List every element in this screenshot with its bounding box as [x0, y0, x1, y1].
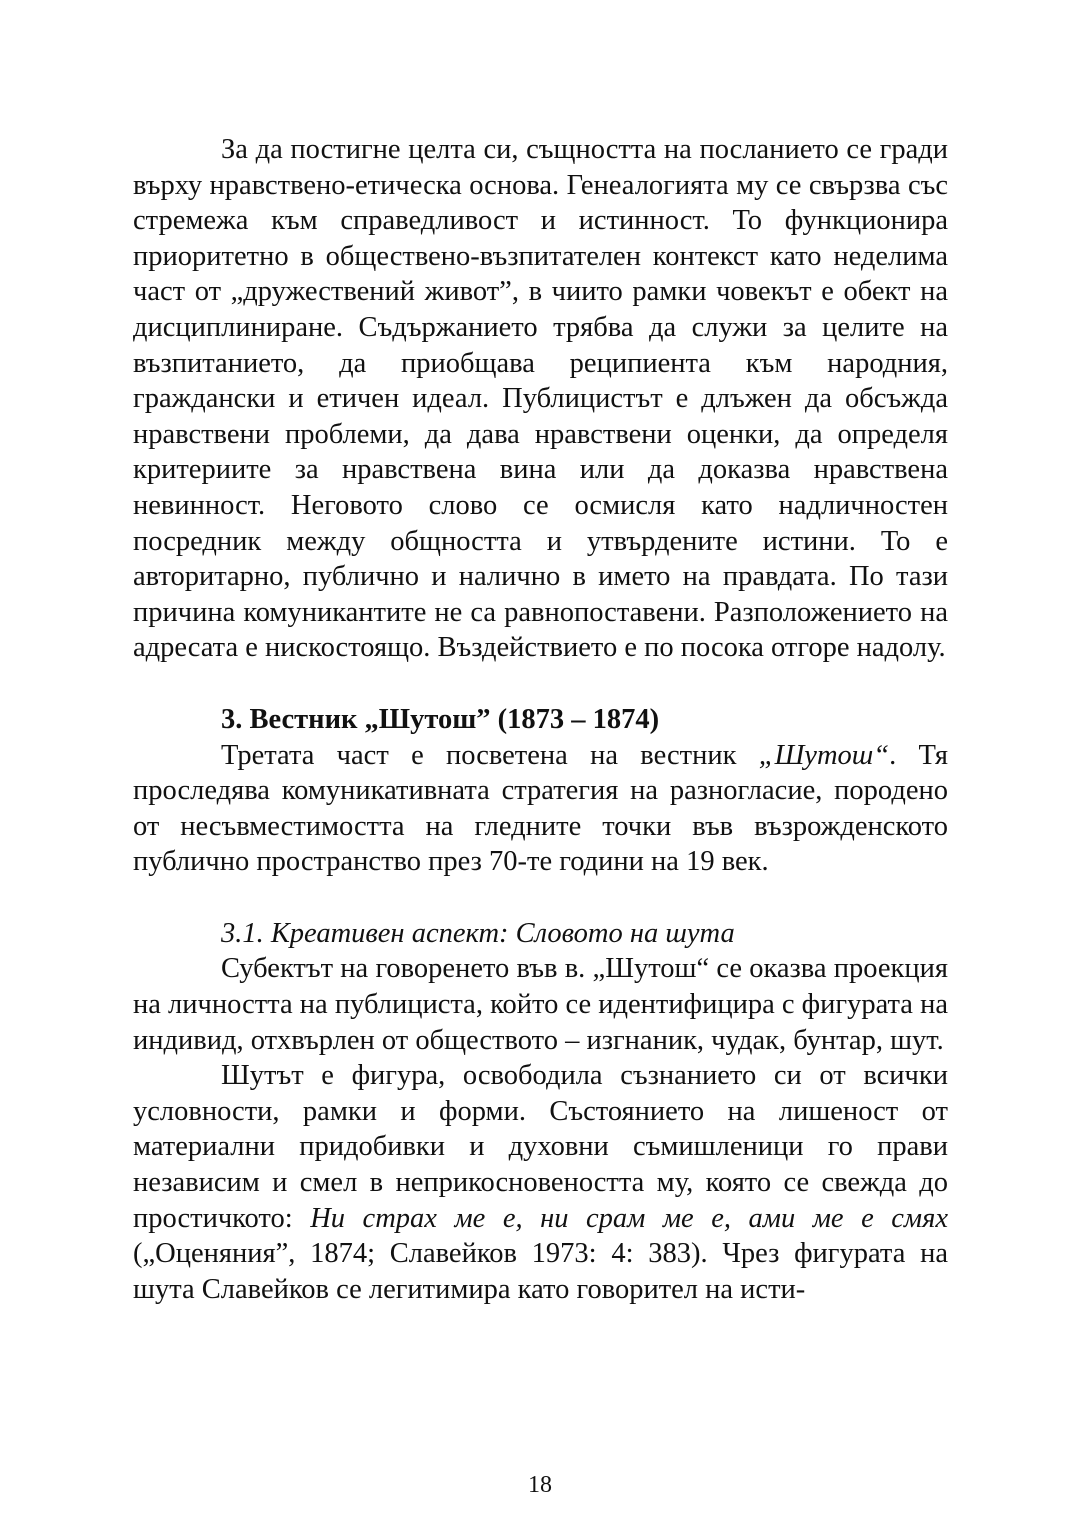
paragraph-text: . Тя проследява комуникативната стратегия на разногласие, породено от несъвместимостта на гледните точки във възрожденското публично пространство през 70-те години на 19 век. [133, 739, 948, 878]
page-body [133, 132, 948, 1307]
section-heading: 3. Вестник „Шутош” (1873 – 1874) [221, 703, 660, 735]
paragraph [133, 738, 948, 880]
page-number: 18 [528, 1472, 552, 1498]
paragraph-text: („Оценяния”, 1874; Славейков 1973: 4: 383). Чрез фигурата на шута Славейков се легитимира като говорител на исти- [133, 1238, 948, 1305]
paragraph: За да постигне целта си, същността на посланието се гради върху нравствено-етическа основа. Генеалогията му се свързва със стремежа към справедливост и истинност. То функционира приоритетно в обществено-възпитателен контекст като неделима част от „дружествений живот”, в чиито рамки човекът е обект на дисциплиниране. Съдържанието трябва да служи за целите на възпитанието, да приобщава реципиента към народния, граждански и етичен идеал. Публицистът е длъжен да обсъжда нравствени проблеми, да дава нравствени оценки, да определя критериите за нравствена вина или да доказва нравствена невинност. Неговото слово се осмисля като надличностен посредник между общността и утвърдените истини. То е авторитарно, публично и налично в името на правдата. По тази причина комуникантите не са равнопоставени. Разположението на адресата е нискостоящо. Въздействието е по посока отгоре надолу. [133, 134, 948, 664]
newspaper-title: „Шутош“ [758, 739, 890, 771]
paragraph-text: Третата част е посветена на вестник [221, 739, 759, 771]
paragraph: Субектът на говоренето във в. „Шутош“ се оказва проекция на личността на публициста, който се идентифицира с фигурата на индивид, отхвърлен от обществото – изгнаник, чудак, бунтар, шут. [133, 953, 948, 1056]
paragraph-text: Шутът е фигура, освободила съзнанието си от всички условности, рамки и форми. Състоянието на лишеност от материални придобивки и духовни съмишленици го прави независим и смел в неприкосновеността му, която се свежда до простичкото: [133, 1060, 948, 1234]
paragraph [133, 1058, 948, 1307]
subsection-heading: 3.1. Креативен аспект: Словото на шута [221, 917, 735, 949]
quotation: Ни страх ме е, ни срам ме е, ами ме е смях [310, 1202, 948, 1234]
